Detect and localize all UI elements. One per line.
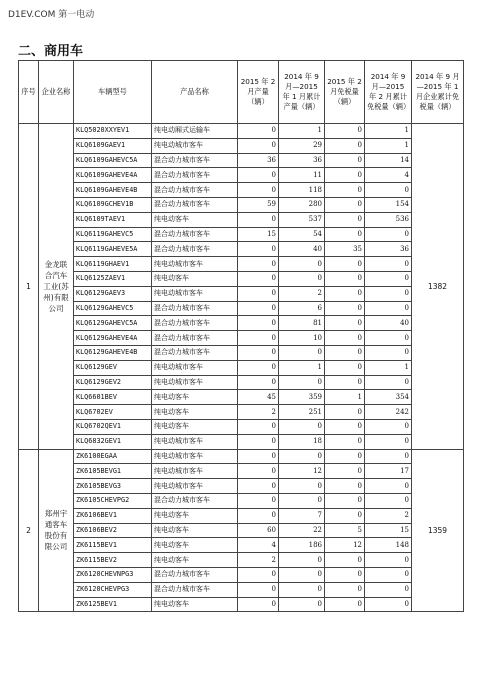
feb-production: 2 (238, 553, 279, 568)
table-row (19, 138, 464, 153)
cum-exempt: 0 (365, 582, 412, 597)
product-name: 纯电动客车 (152, 538, 238, 553)
cum-production: 0 (279, 345, 325, 360)
feb-exempt: 0 (325, 138, 365, 153)
product-name: 纯电动城市客车 (152, 257, 238, 272)
product-name: 混合动力城市客车 (152, 301, 238, 316)
cum-exempt: 0 (365, 301, 412, 316)
vehicle-model: KLQ6129GEV2 (74, 375, 152, 390)
vehicle-model: ZK6125BEV1 (74, 597, 152, 612)
table-row (19, 449, 464, 464)
table-row (19, 286, 464, 301)
feb-exempt: 0 (325, 508, 365, 523)
table-row (19, 567, 464, 582)
feb-production: 45 (238, 390, 279, 405)
product-name: 混合动力城市客车 (152, 242, 238, 257)
feb-exempt: 0 (325, 479, 365, 494)
feb-exempt: 1 (325, 390, 365, 405)
product-name: 混合动力城市客车 (152, 331, 238, 346)
feb-exempt: 0 (325, 301, 365, 316)
header-company-total: 2014 年 9 月—2015 年 1 月企业累计免税量（辆） (412, 61, 464, 124)
cum-production: 7 (279, 508, 325, 523)
vehicle-model: KLQ6109GAHEVE4B (74, 183, 152, 198)
table-row (19, 434, 464, 449)
vehicle-model: ZK6105CHEVPG2 (74, 493, 152, 508)
cum-exempt: 2 (365, 508, 412, 523)
table-row (19, 124, 464, 139)
cum-production: 537 (279, 212, 325, 227)
product-name: 纯电动城市客车 (152, 375, 238, 390)
feb-production: 0 (238, 257, 279, 272)
product-name: 纯电动城市客车 (152, 138, 238, 153)
table-row (19, 168, 464, 183)
product-name: 纯电动客车 (152, 390, 238, 405)
feb-production: 2 (238, 405, 279, 420)
cum-exempt: 242 (365, 405, 412, 420)
product-name: 混合动力城市客车 (152, 183, 238, 198)
product-name: 纯电动城市客车 (152, 464, 238, 479)
table-row (19, 479, 464, 494)
table-row (19, 464, 464, 479)
feb-exempt: 12 (325, 538, 365, 553)
cum-exempt: 1 (365, 360, 412, 375)
product-name: 混合动力城市客车 (152, 168, 238, 183)
table-row (19, 523, 464, 538)
table-row (19, 212, 464, 227)
product-name: 纯电动客车 (152, 523, 238, 538)
vehicle-model: KLQ6129GAHEVE4B (74, 345, 152, 360)
company-name: 金龙联合汽车工业(苏州)有限公司 (39, 124, 74, 450)
feb-production: 0 (238, 242, 279, 257)
feb-production: 0 (238, 582, 279, 597)
vehicle-model: ZK6105BEVG1 (74, 464, 152, 479)
product-name: 纯电动客车 (152, 271, 238, 286)
cum-production: 0 (279, 419, 325, 434)
product-name: 纯电动城市客车 (152, 449, 238, 464)
header-cum-production: 2014 年 9 月—2015 年 1 月累计产量（辆） (279, 61, 325, 124)
feb-production: 0 (238, 567, 279, 582)
vehicle-model: KLQ6109GCHEV1B (74, 197, 152, 212)
vehicle-model: ZK6115BEV1 (74, 538, 152, 553)
header-feb-production: 2015 年 2 月产量（辆） (238, 61, 279, 124)
feb-production: 0 (238, 183, 279, 198)
table-row (19, 597, 464, 612)
cum-exempt: 0 (365, 419, 412, 434)
table-row (19, 553, 464, 568)
feb-exempt: 0 (325, 212, 365, 227)
company-total: 1359 (412, 449, 464, 612)
cum-exempt: 14 (365, 153, 412, 168)
site-watermark: D1EV.COM 第一电动 (8, 10, 95, 20)
feb-production: 0 (238, 597, 279, 612)
cum-exempt: 40 (365, 316, 412, 331)
feb-production: 0 (238, 271, 279, 286)
table-body (19, 124, 464, 612)
feb-exempt: 5 (325, 523, 365, 538)
vehicle-model: KLQ6702QEV1 (74, 419, 152, 434)
feb-exempt: 0 (325, 434, 365, 449)
feb-exempt: 0 (325, 582, 365, 597)
cum-production: 251 (279, 405, 325, 420)
table-row (19, 375, 464, 390)
feb-exempt: 0 (325, 286, 365, 301)
header-model: 车辆型号 (74, 61, 152, 124)
feb-production: 0 (238, 464, 279, 479)
product-name: 纯电动客车 (152, 212, 238, 227)
cum-production: 0 (279, 479, 325, 494)
cum-exempt: 0 (365, 493, 412, 508)
cum-exempt: 0 (365, 567, 412, 582)
vehicle-model: KLQ6119GAHEVC5 (74, 227, 152, 242)
feb-production: 59 (238, 197, 279, 212)
cum-exempt: 1 (365, 124, 412, 139)
feb-production: 0 (238, 138, 279, 153)
feb-exempt: 0 (325, 567, 365, 582)
feb-production: 15 (238, 227, 279, 242)
product-name: 纯电动客车 (152, 553, 238, 568)
cum-production: 22 (279, 523, 325, 538)
cum-production: 10 (279, 331, 325, 346)
product-name: 混合动力城市客车 (152, 316, 238, 331)
section-title: 二、商用车 (18, 44, 84, 59)
vehicle-model: ZK6115BEV2 (74, 553, 152, 568)
table-header-row (19, 61, 464, 124)
cum-production: 0 (279, 597, 325, 612)
table-row (19, 183, 464, 198)
feb-exempt: 0 (325, 316, 365, 331)
product-name: 混合动力城市客车 (152, 227, 238, 242)
feb-exempt: 0 (325, 493, 365, 508)
vehicle-model: ZK6105BEVG3 (74, 479, 152, 494)
cum-production: 0 (279, 493, 325, 508)
table-row (19, 582, 464, 597)
vehicle-model: KLQ6129GAHEVC5 (74, 301, 152, 316)
vehicle-model: ZK6120CHEVNPG3 (74, 567, 152, 582)
cum-exempt: 154 (365, 197, 412, 212)
vehicle-model: KLQ6129GAHEVC5A (74, 316, 152, 331)
vehicle-model: KLQ6702EV (74, 405, 152, 420)
table-row (19, 271, 464, 286)
table-row (19, 390, 464, 405)
product-name: 纯电动客车 (152, 597, 238, 612)
feb-exempt: 0 (325, 257, 365, 272)
vehicle-model: ZK6106BEV2 (74, 523, 152, 538)
table-row (19, 508, 464, 523)
feb-exempt: 0 (325, 197, 365, 212)
feb-exempt: 0 (325, 597, 365, 612)
product-name: 纯电动客车 (152, 419, 238, 434)
cum-production: 1 (279, 124, 325, 139)
feb-production: 0 (238, 493, 279, 508)
vehicle-model: ZK6120CHEVPG3 (74, 582, 152, 597)
feb-exempt: 0 (325, 331, 365, 346)
feb-exempt: 0 (325, 345, 365, 360)
vehicle-model: KLQ6129GAEV3 (74, 286, 152, 301)
header-company: 企业名称 (39, 61, 74, 124)
cum-exempt: 17 (365, 464, 412, 479)
feb-exempt: 0 (325, 464, 365, 479)
cum-production: 118 (279, 183, 325, 198)
cum-production: 36 (279, 153, 325, 168)
feb-production: 0 (238, 331, 279, 346)
table-row (19, 301, 464, 316)
vehicle-model: ZK6106BEV1 (74, 508, 152, 523)
cum-production: 29 (279, 138, 325, 153)
vehicle-model: KLQ6125ZAEV1 (74, 271, 152, 286)
product-name: 混合动力城市客车 (152, 153, 238, 168)
table-row (19, 331, 464, 346)
cum-exempt: 4 (365, 168, 412, 183)
feb-exempt: 0 (325, 360, 365, 375)
table-row (19, 360, 464, 375)
feb-production: 0 (238, 168, 279, 183)
cum-production: 54 (279, 227, 325, 242)
table-row (19, 405, 464, 420)
feb-exempt: 0 (325, 183, 365, 198)
cum-production: 186 (279, 538, 325, 553)
cum-exempt: 0 (365, 434, 412, 449)
feb-production: 60 (238, 523, 279, 538)
product-name: 纯电动城市客车 (152, 286, 238, 301)
cum-production: 0 (279, 553, 325, 568)
vehicle-model: KLQ6119GHAEV1 (74, 257, 152, 272)
feb-exempt: 0 (325, 553, 365, 568)
cum-exempt: 0 (365, 375, 412, 390)
feb-exempt: 0 (325, 405, 365, 420)
cum-exempt: 354 (365, 390, 412, 405)
table-row (19, 227, 464, 242)
cum-exempt: 0 (365, 479, 412, 494)
table-row (19, 153, 464, 168)
feb-exempt: 35 (325, 242, 365, 257)
cum-exempt: 0 (365, 271, 412, 286)
seq-number: 2 (19, 449, 39, 612)
cum-exempt: 0 (365, 449, 412, 464)
table-row (19, 345, 464, 360)
feb-exempt: 0 (325, 375, 365, 390)
feb-exempt: 0 (325, 227, 365, 242)
vehicle-model: KLQ6109GAHEVE4A (74, 168, 152, 183)
table-row (19, 493, 464, 508)
table-row (19, 197, 464, 212)
cum-production: 280 (279, 197, 325, 212)
cum-exempt: 536 (365, 212, 412, 227)
cum-exempt: 36 (365, 242, 412, 257)
cum-production: 359 (279, 390, 325, 405)
feb-exempt: 0 (325, 153, 365, 168)
feb-production: 0 (238, 316, 279, 331)
table-row (19, 419, 464, 434)
cum-exempt: 148 (365, 538, 412, 553)
cum-exempt: 1 (365, 138, 412, 153)
cum-exempt: 0 (365, 227, 412, 242)
table-row (19, 316, 464, 331)
product-name: 纯电动城市客车 (152, 479, 238, 494)
commercial-vehicle-table (18, 60, 464, 612)
product-name: 纯电动客车 (152, 405, 238, 420)
cum-production: 0 (279, 449, 325, 464)
cum-production: 0 (279, 257, 325, 272)
feb-production: 0 (238, 124, 279, 139)
feb-production: 0 (238, 375, 279, 390)
header-product: 产品名称 (152, 61, 238, 124)
cum-production: 12 (279, 464, 325, 479)
cum-production: 6 (279, 301, 325, 316)
cum-exempt: 15 (365, 523, 412, 538)
vehicle-model: KLQ6109GAEV1 (74, 138, 152, 153)
table-row (19, 242, 464, 257)
feb-production: 0 (238, 286, 279, 301)
cum-production: 0 (279, 375, 325, 390)
cum-exempt: 0 (365, 286, 412, 301)
header-feb-exempt: 2015 年 2 月免税量（辆） (325, 61, 365, 124)
table-row (19, 538, 464, 553)
vehicle-model: KLQ6601BEV (74, 390, 152, 405)
cum-exempt: 0 (365, 597, 412, 612)
header-cum-exempt: 2014 年 9 月—2015 年 2 月累计免税量（辆） (365, 61, 412, 124)
feb-production: 0 (238, 360, 279, 375)
vehicle-model: KLQ5020XXYEV1 (74, 124, 152, 139)
cum-production: 11 (279, 168, 325, 183)
product-name: 混合动力城市客车 (152, 582, 238, 597)
product-name: 混合动力城市客车 (152, 345, 238, 360)
feb-production: 0 (238, 345, 279, 360)
cum-production: 40 (279, 242, 325, 257)
vehicle-model: KLQ6129GAHEVE4A (74, 331, 152, 346)
vehicle-model: KLQ6109GAHEVC5A (74, 153, 152, 168)
product-name: 纯电动客车 (152, 508, 238, 523)
feb-exempt: 0 (325, 419, 365, 434)
feb-exempt: 0 (325, 271, 365, 286)
vehicle-model: ZK6100EGAA (74, 449, 152, 464)
company-total: 1382 (412, 124, 464, 450)
product-name: 纯电动厢式运输车 (152, 124, 238, 139)
cum-production: 2 (279, 286, 325, 301)
product-name: 混合动力城市客车 (152, 197, 238, 212)
feb-production: 36 (238, 153, 279, 168)
cum-exempt: 0 (365, 553, 412, 568)
cum-production: 1 (279, 360, 325, 375)
cum-exempt: 0 (365, 345, 412, 360)
cum-exempt: 0 (365, 331, 412, 346)
seq-number: 1 (19, 124, 39, 450)
feb-production: 0 (238, 434, 279, 449)
vehicle-model: KLQ6109TAEV1 (74, 212, 152, 227)
cum-production: 0 (279, 271, 325, 286)
feb-exempt: 0 (325, 124, 365, 139)
feb-exempt: 0 (325, 168, 365, 183)
feb-production: 4 (238, 538, 279, 553)
cum-production: 0 (279, 582, 325, 597)
feb-exempt: 0 (325, 449, 365, 464)
cum-exempt: 0 (365, 183, 412, 198)
product-name: 纯电动城市客车 (152, 434, 238, 449)
vehicle-model: KLQ6129GEV (74, 360, 152, 375)
feb-production: 0 (238, 449, 279, 464)
vehicle-model: KLQ6119GAHEVE5A (74, 242, 152, 257)
cum-production: 81 (279, 316, 325, 331)
vehicle-model: KLQ6832GEV1 (74, 434, 152, 449)
company-name: 郑州宇通客车股份有限公司 (39, 449, 74, 612)
cum-production: 18 (279, 434, 325, 449)
feb-production: 0 (238, 419, 279, 434)
cum-production: 0 (279, 567, 325, 582)
cum-exempt: 0 (365, 257, 412, 272)
feb-production: 0 (238, 212, 279, 227)
product-name: 混合动力城市客车 (152, 567, 238, 582)
header-seq: 序号 (19, 61, 39, 124)
feb-production: 0 (238, 479, 279, 494)
table-row (19, 257, 464, 272)
product-name: 纯电动城市客车 (152, 360, 238, 375)
feb-production: 0 (238, 301, 279, 316)
feb-production: 0 (238, 508, 279, 523)
product-name: 混合动力城市客车 (152, 493, 238, 508)
